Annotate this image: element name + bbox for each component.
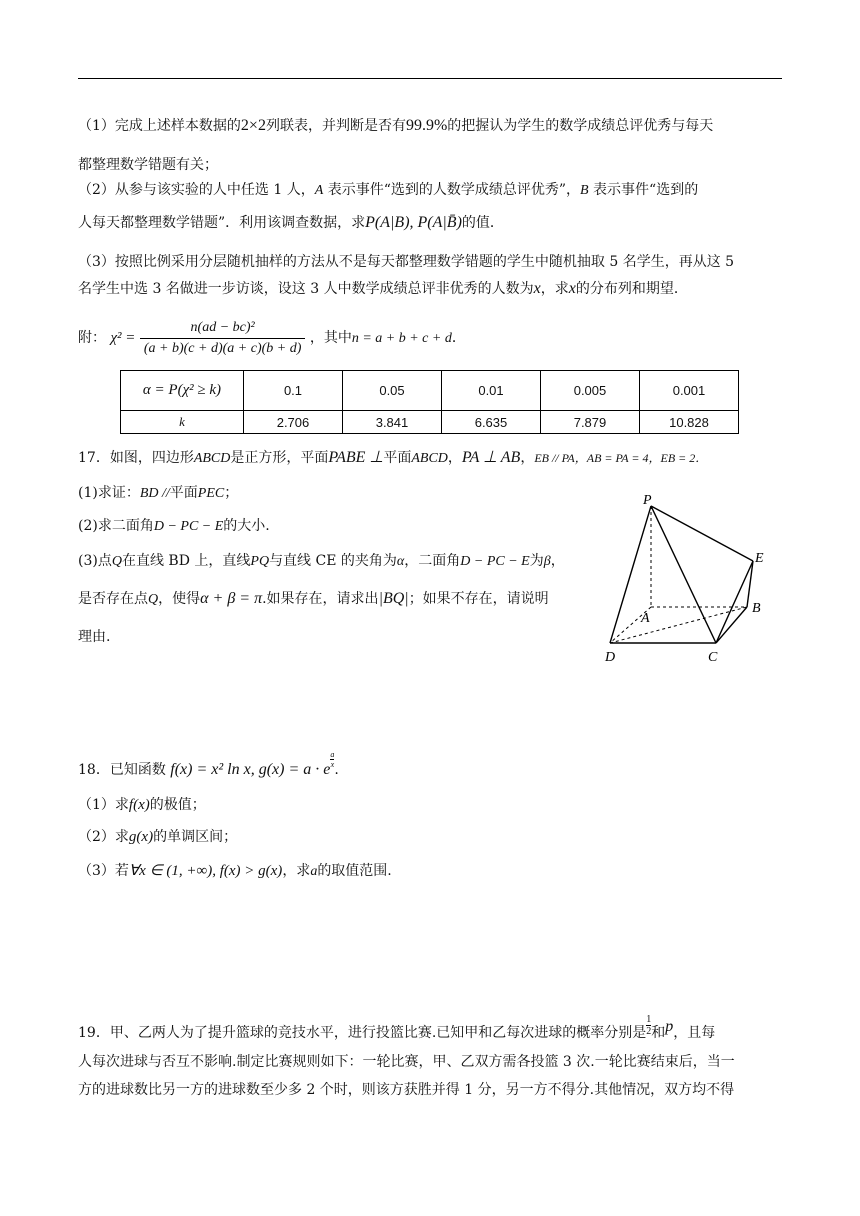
edge-PE — [651, 506, 753, 561]
table-cell: 0.05 — [343, 371, 442, 411]
table-cell: 0.1 — [244, 371, 343, 411]
q18-part3: （3）若∀x ∈ (1, +∞), f(x) > g(x)，求a的取值范围. — [78, 863, 392, 879]
exponent-fraction: $\frac{a}{x}$ — [330, 750, 335, 769]
label-P: P — [643, 493, 652, 508]
q18-stem: 18．已知函数 f(x) = x² ln x, g(x) = a · e $\frac{a}{x}$ . — [78, 750, 339, 778]
q17-part3-line1: (3)点Q在直线 BD 上，直线PQ与直线 CE 的夹角为α，二面角D − PC − E为β， — [78, 553, 565, 569]
edge-CB — [716, 607, 747, 643]
q19-line3: 方的进球数比另一方的进球数至少多 2 个时，则该方获胜并得 1 分，另一方不得分.其他情况，双方均不得 — [78, 1082, 735, 1098]
q16-part1-line2: 都整理数学错题有关； — [78, 157, 218, 173]
q17-stem: 17．如图，四边形ABCD是正方形，平面PABE ⊥平面ABCD，PA ⊥ AB，EB // PA，AB = PA = 4，EB = 2． — [78, 449, 708, 466]
chi-square-formula: 附： χ² = $\frac{\text{n(ad − bc)²}}{(a + b)(c + d)(a + c)(b + d)}$ ，其中n = a + b + c + d． — [78, 316, 784, 360]
q16-part2-line2: 人每天都整理数学错题”．利用该调查数据，求P(A|B), P(A|B̄)的值． — [78, 214, 504, 231]
q17-part3-line2: 是否存在点Q，使得α + β = π.如果存在，请求出|BQ|；如果不存在，请说明 — [78, 590, 549, 607]
geometry-figure — [596, 488, 776, 668]
label-B: B — [752, 601, 761, 616]
label-D: D — [605, 650, 616, 665]
q17-part2: (2)求二面角D − PC − E的大小. — [78, 518, 270, 534]
q17-part3-line3: 理由. — [78, 629, 111, 645]
table-cell: 10.828 — [640, 411, 739, 434]
table-cell: 6.635 — [442, 411, 541, 434]
table-cell: 3.841 — [343, 411, 442, 434]
q16-part3-line1: （3）按照比例采用分层随机抽样的方法从不是每天都整理数学错题的学生中随机抽取 5 名学生，再从这 5 — [78, 254, 735, 270]
q19-line1: 19．甲、乙两人为了提升篮球的竞技水平，进行投篮比赛.已知甲和乙每次进球的概率分别是 $\frac{1}{2}$ 和p，且每 — [78, 1013, 716, 1041]
q17-part1: (1)求证：BD //平面PEC； — [78, 485, 239, 501]
q18-part1: （1）求f(x)的极值； — [78, 797, 206, 813]
half-fraction: $\frac{1}{2}$ — [646, 1013, 652, 1037]
label-E: E — [755, 551, 764, 566]
q16-part3-line2: 名学生中选 3 名做进一步访谈，设这 3 人中数学成绩总评非优秀的人数为x，求x的分布列和期望． — [78, 280, 688, 297]
q16-part1-line1: （1）完成上述样本数据的2×2列联表，并判断是否有99.9%的把握认为学生的数学成绩总评优秀与每天 — [78, 117, 714, 134]
q19-line2: 人每次进球与否互不影响.制定比赛规则如下：一轮比赛，甲、乙双方需各投篮 3 次.一轮比赛结束后，当一 — [78, 1054, 735, 1070]
critical-value-table — [120, 370, 739, 434]
edge-DB-hidden — [610, 607, 747, 643]
label-C: C — [708, 650, 718, 665]
q18-part2: （2）求g(x)的单调区间； — [78, 829, 238, 845]
edge-PC — [651, 506, 716, 643]
label-A: A — [641, 611, 650, 626]
table-cell: 7.879 — [541, 411, 640, 434]
table-cell: 0.001 — [640, 371, 739, 411]
table-header-k: k — [121, 411, 244, 434]
table-cell: 0.005 — [541, 371, 640, 411]
table-cell: 0.01 — [442, 371, 541, 411]
header-rule — [78, 78, 782, 79]
table-header-alpha: α = P(χ² ≥ k) — [121, 371, 244, 411]
q16-part2-line1: （2）从参与该实验的人中任选 1 人，A 表示事件“选到的人数学成绩总评优秀”，B 表示事件“选到的 — [78, 182, 699, 198]
chi-square-fraction: $\frac{\text{n(ad − bc)²}}{(a + b)(c + d)(a + c)(b + d)}$ — [140, 318, 306, 359]
table-cell: 2.706 — [244, 411, 343, 434]
